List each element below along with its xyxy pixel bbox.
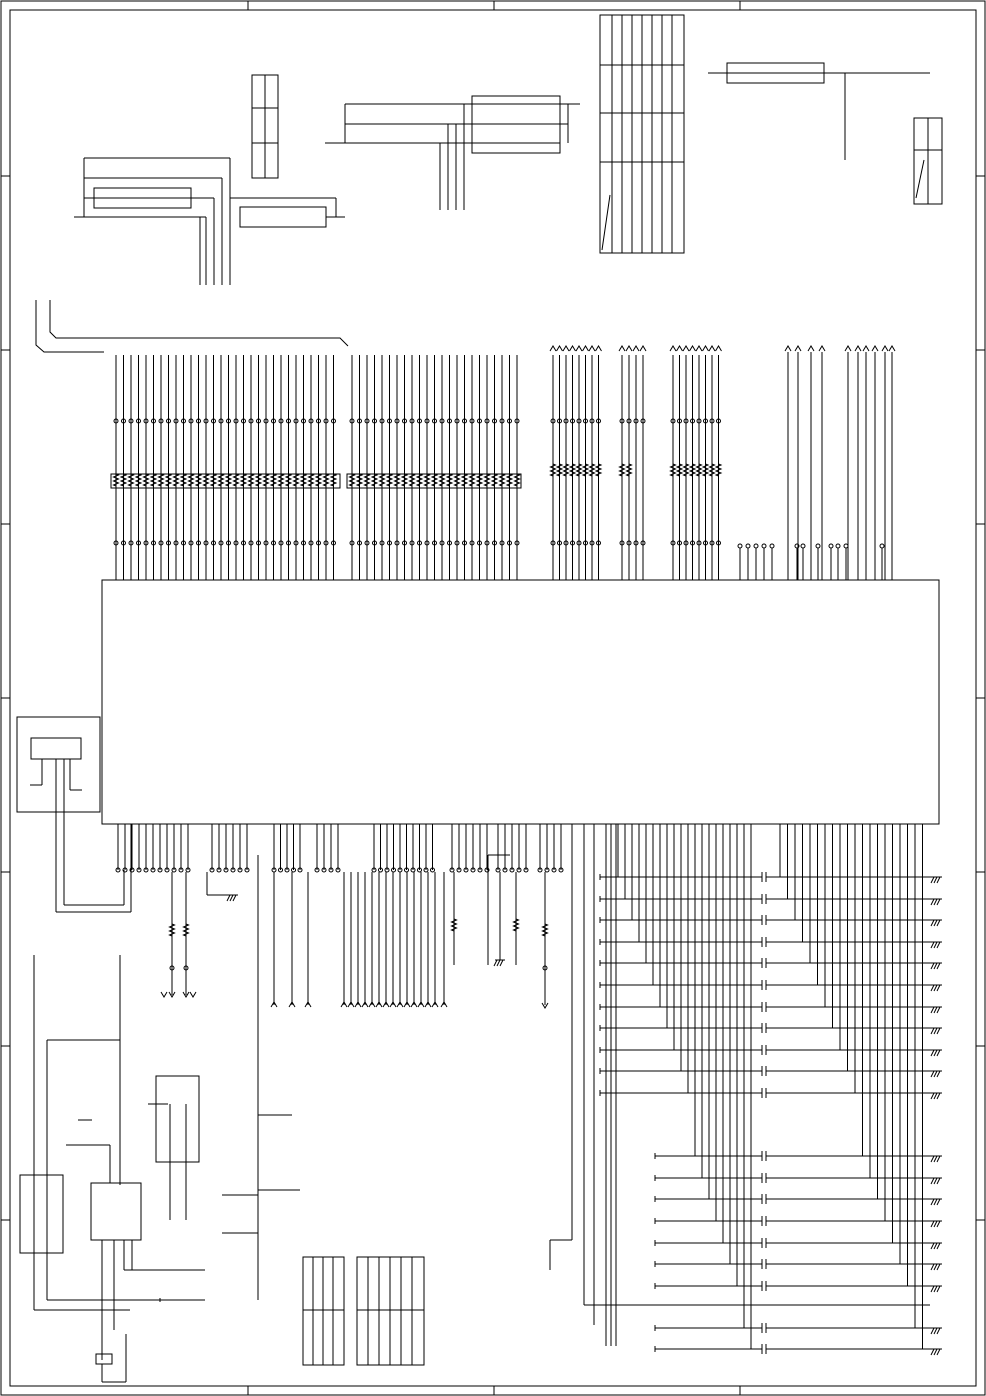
bottom-left-oscillator-circuit [20,955,205,1382]
top-middle-resistor-network [325,96,580,210]
top-right-table [600,15,684,253]
left-connector-block [17,717,131,912]
bottom-pin-lines [116,824,563,1008]
top-left-resistor-network [74,75,345,285]
bottom-left-table [303,1257,344,1365]
zone-ticks [1,1,985,1395]
bottom-right-table [357,1257,424,1365]
top-pin-lines [111,346,895,580]
main-ic-body [102,580,939,824]
outer-frame [1,1,985,1395]
bus-left-bend [36,300,348,352]
top-far-right-block [708,63,942,204]
decoupling-capacitor-bus [600,824,942,1355]
bottom-center-supply-branch [222,855,300,1300]
inner-frame [10,10,976,1386]
